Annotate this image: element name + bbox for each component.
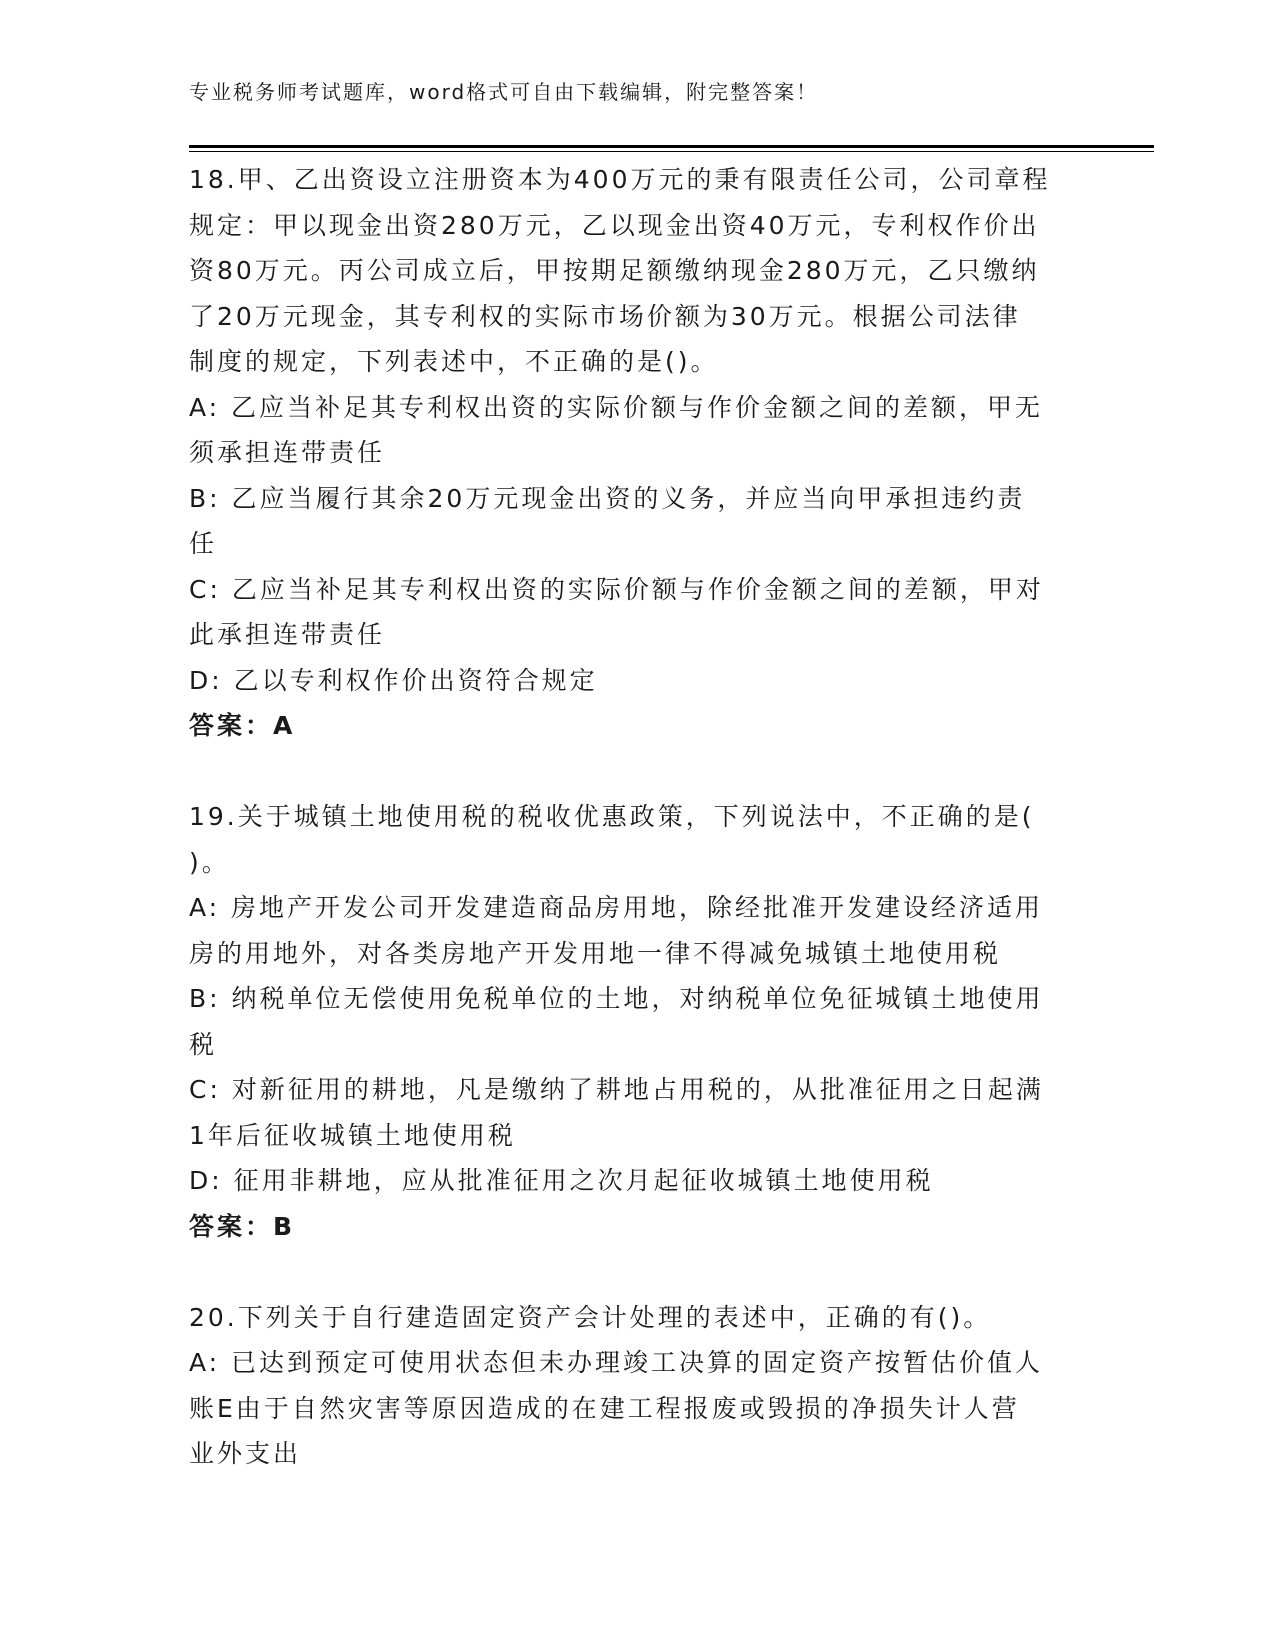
option-line: 1年后征收城镇土地使用税 xyxy=(189,1120,516,1150)
answer-label: 答案：A xyxy=(189,711,296,740)
option-line: 任 xyxy=(189,529,218,558)
option-line: D: 乙以专利权作价出资符合规定 xyxy=(189,665,598,695)
question-19 xyxy=(189,794,1089,1249)
header-rule-thick xyxy=(189,145,1154,148)
header-note: 专业税务师考试题库，word格式可自由下载编辑，附完整答案！ xyxy=(189,80,819,104)
option-b xyxy=(189,976,1089,1067)
option-line: A: 房地产开发公司开发建造商品房用地，除经批准开发建设经济适用 xyxy=(189,893,1044,922)
option-line: 此承担连带责任 xyxy=(189,620,386,649)
option-c xyxy=(189,567,1089,658)
option-d xyxy=(189,658,1089,704)
option-line: A: 乙应当补足其专利权出资的实际价额与作价金额之间的差额，甲无 xyxy=(189,392,1044,422)
question-20 xyxy=(189,1295,1089,1477)
option-a xyxy=(189,885,1089,976)
question-stem-line: 制度的规定，下列表述中，不正确的是()。 xyxy=(189,347,719,376)
option-b xyxy=(189,476,1089,567)
question-18 xyxy=(189,157,1089,749)
question-stem-line: )。 xyxy=(189,847,230,877)
option-line: 房的用地外，对各类房地产开发用地一律不得减免城镇土地使用税 xyxy=(189,938,1002,968)
question-stem-line: 20.下列关于自行建造固定资产会计处理的表述中，正确的有()。 xyxy=(189,1302,992,1332)
option-line: C: 对新征用的耕地，凡是缴纳了耕地占用税的，从批准征用之日起满 xyxy=(189,1075,1044,1104)
option-line: B: 纳税单位无偿使用免税单位的土地，对纳税单位免征城镇土地使用 xyxy=(189,984,1044,1013)
question-stem-line: 了20万元现金，其专利权的实际市场价额为30万元。根据公司法律 xyxy=(189,301,1021,331)
question-stem-line: 18.甲、乙出资设立注册资本为400万元的秉有限责任公司，公司章程 xyxy=(189,165,1051,194)
option-line: 账E由于自然灾害等原因造成的在建工程报废或毁损的净损失计人营 xyxy=(189,1393,1020,1423)
option-line: D: 征用非耕地，应从批准征用之次月起征收城镇土地使用税 xyxy=(189,1166,934,1195)
question-stem-line: 19.关于城镇土地使用税的税收优惠政策，下列说法中，不正确的是( xyxy=(189,802,1035,831)
option-line: A: 已达到预定可使用状态但未办理竣工决算的固定资产按暂估价值人 xyxy=(189,1348,1044,1377)
option-c xyxy=(189,1067,1089,1158)
option-line: 须承担连带责任 xyxy=(189,438,386,467)
document-body xyxy=(189,157,1089,1477)
option-a xyxy=(189,385,1089,476)
question-stem-line: 资80万元。丙公司成立后，甲按期足额缴纳现金280万元，乙只缴纳 xyxy=(189,256,1040,285)
option-line: C: 乙应当补足其专利权出资的实际价额与作价金额之间的差额，甲对 xyxy=(189,574,1044,604)
spacer xyxy=(189,749,1089,795)
header-rule-thin xyxy=(189,151,1154,152)
option-line: 业外支出 xyxy=(189,1439,302,1468)
option-d xyxy=(189,1158,1089,1204)
option-line: 税 xyxy=(189,1029,218,1059)
spacer xyxy=(189,1249,1089,1295)
question-stem-line: 规定：甲以现金出资280万元，乙以现金出资40万元，专利权作价出 xyxy=(189,210,1040,240)
option-a xyxy=(189,1340,1089,1477)
answer-label: 答案：B xyxy=(189,1211,296,1241)
option-line: B: 乙应当履行其余20万元现金出资的义务，并应当向甲承担违约责 xyxy=(189,483,1026,513)
